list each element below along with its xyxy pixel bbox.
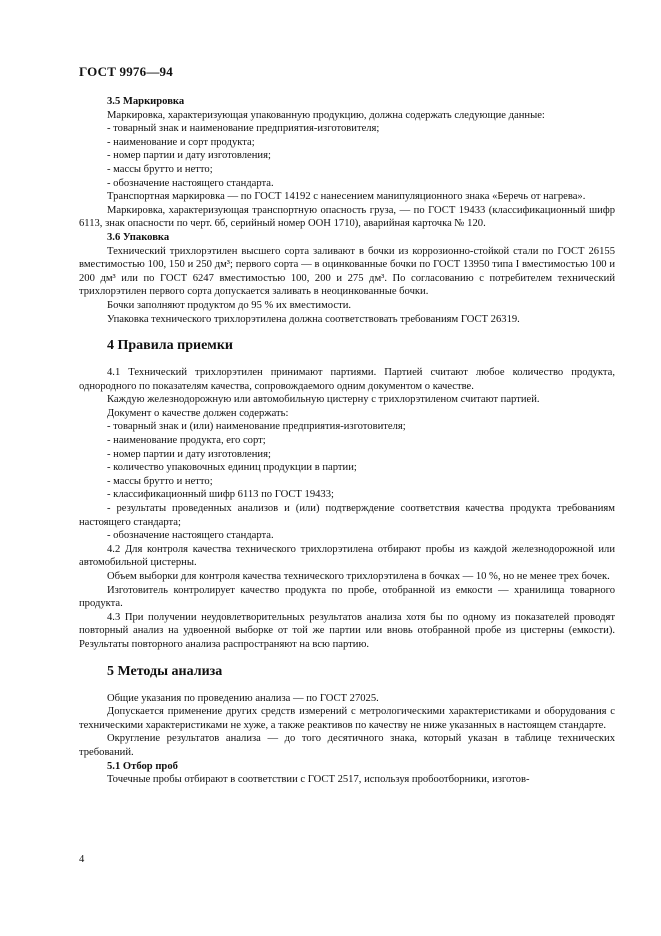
list-item: - обозначение настоящего стандарта. (107, 530, 274, 542)
list-item: - товарный знак и (или) наименование предприятия-изготовителя; (107, 421, 406, 433)
document-body (79, 95, 615, 787)
section-title-4: 4 Правила приемки (107, 338, 233, 354)
paragraph: Объем выборки для контроля качества технического трихлорэтилена в бочках — 10 %, но не менее трех бочек. (107, 571, 610, 582)
subsection-title-3-5: 3.5 Маркировка (107, 96, 185, 107)
section-title-5: 5 Методы анализа (107, 663, 223, 679)
paragraph: Округление результатов анализа — до того десятичного знака, который указан в таблице технических требований. (79, 733, 615, 758)
list-item: - количество упаковочных единиц продукции в партии; (107, 462, 357, 474)
list-item: - номер партии и дату изготовления; (107, 448, 271, 460)
subsection-title-3-6: 3.6 Упаковка (107, 231, 170, 243)
paragraph: Допускается применение других средств измерений с метрологическими характеристиками и оборудования с техническими характеристиками не хуже, а также реактивов по качеству не ниже указанных в настоящем стандарте. (79, 706, 615, 731)
list-item: - классификационный шифр 6113 по ГОСТ 19433; (107, 489, 334, 501)
list-item: - результаты проведенных анализов и (или) подтверждение соответствия качества продукта требованиям настоящего стандарта; (79, 503, 615, 528)
paragraph: Документ о качестве должен содержать: (107, 407, 289, 419)
list-item: - наименование и сорт продукта; (107, 136, 255, 148)
list-item: - номер партии и дату изготовления; (107, 150, 271, 162)
paragraph: Технический трихлорэтилен высшего сорта заливают в бочки из коррозионно-стойкой стали по ГОСТ 26155 вместимостью 100, 150 и 250 дм³; первого сорта — в оцинкованные бочки по ГОСТ 13950 типа I вместимостью 100 и 200 дм³ или по ГОСТ 6247 вместимостью 100, 200 и 275 дм³. По согласованию с потребителем технический трихлорэтилен первого сорта допускается заливать в неоцинкованные бочки. (79, 245, 615, 298)
paragraph: Точечные пробы отбирают в соответствии с ГОСТ 2517, используя пробоотборники, изготов- (107, 774, 530, 786)
list-item: - наименование продукта, его сорт; (107, 435, 266, 447)
document-header: ГОСТ 9976—94 (79, 64, 173, 79)
paragraph: 4.1 Технический трихлорэтилен принимают партиями. Партией считают любое количество продукта, однородного по показателям качества, сопровождаемого одним документом о качестве. (79, 367, 615, 392)
list-item: - массы брутто и нетто; (107, 163, 213, 175)
list-item: - обозначение настоящего стандарта. (107, 177, 274, 189)
paragraph: Каждую железнодорожную или автомобильную цистерну с трихлорэтиленом считают партией. (107, 394, 540, 406)
list-item: - массы брутто и нетто; (107, 475, 213, 487)
paragraph: Маркировка, характеризующая транспортную опасность груза, — по ГОСТ 19433 (классификационный шифр 6113, знак опасности по черт. 6б, серийный номер ООН 1710), аварийная карточка № 120. (79, 204, 615, 230)
paragraph: Общие указания по проведению анализа — по ГОСТ 27025. (107, 692, 379, 704)
paragraph: Транспортная маркировка — по ГОСТ 14192 с нанесением манипуляционного знака «Беречь от нагрева». (107, 191, 586, 203)
page-number: 4 (79, 854, 85, 865)
paragraph: Маркировка, характеризующая упакованную продукцию, должна содержать следующие данные: (107, 109, 545, 121)
subsection-title-5-1: 5.1 Отбор проб (107, 760, 178, 772)
list-item: - товарный знак и наименование предприятия-изготовителя; (107, 123, 380, 135)
paragraph: Изготовитель контролирует качество продукта по пробе, отобранной из емкости — хранилища товарного продукта. (79, 584, 615, 610)
paragraph: Упаковка технического трихлорэтилена должна соответствовать требованиям ГОСТ 26319. (107, 313, 520, 325)
paragraph: 4.3 При получении неудовлетворительных результатов анализа хотя бы по одному из показателей проводят повторный анализ на удвоенной выборке от той же партии или вновь отобранной пробе из цистерны (емкости). Результаты повторного анализа распространяют на всю партию. (79, 611, 615, 650)
paragraph: Бочки заполняют продуктом до 95 % их вместимости. (107, 299, 352, 311)
paragraph: 4.2 Для контроля качества технического трихлорэтилена отбирают пробы из каждой железнодорожной или автомобильной цистерны. (79, 543, 615, 569)
